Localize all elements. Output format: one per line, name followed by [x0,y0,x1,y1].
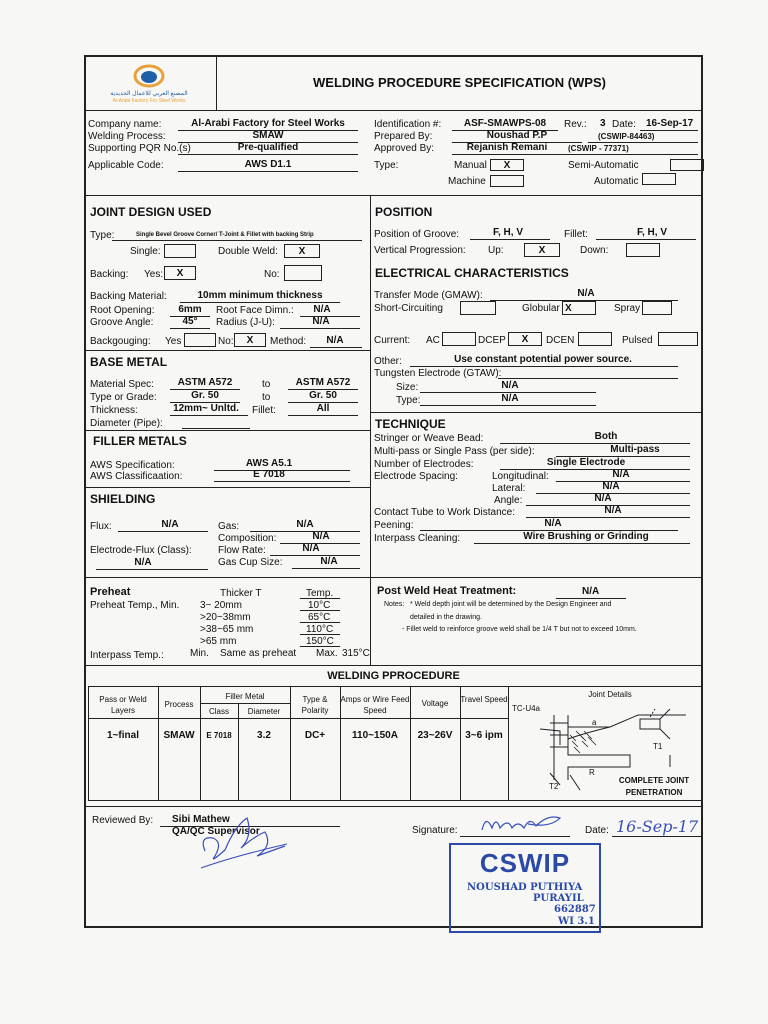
lateral-value: N/A [602,481,620,492]
tungsten-size-label: Size: [396,382,419,393]
technique-heading: TECHNIQUE [375,417,446,431]
backing-label: Backing: [90,269,129,280]
stamp-name-2: PURAYIL [533,893,584,904]
col-diameter: Diameter [247,707,281,716]
electrode-flux-value: N/A [134,557,152,568]
stamp-name-1: NOUSHAD PUTHIYA [467,882,583,893]
gas-cup-value: N/A [320,556,338,567]
fillet-label: Fillet: [252,405,276,416]
globular-checkbox[interactable]: X [562,301,596,315]
semi-auto-label: Semi-Automatic [568,160,639,171]
flow-rate-label: Flow Rate: [218,545,266,556]
flow-rate-value: N/A [302,543,320,554]
automatic-label: Automatic [594,176,639,187]
pwht-value: N/A [582,586,600,597]
tungsten-size-value: N/A [501,380,519,391]
notes-label: Notes: [384,601,405,608]
double-label: Double Weld: [218,246,278,257]
aws-spec-value: AWS A5.1 [245,458,293,469]
company-label: Company name: [88,119,162,130]
id-value: ASF-SMAWPS-08 [463,118,547,129]
grade-to: Gr. 50 [309,390,337,401]
other-value: Use constant potential power source. [454,354,632,365]
col-class: Class [208,707,229,716]
id-label: Identification #: [374,119,442,130]
ctwd-label: Contact Tube to Work Distance: [374,507,515,518]
base-metal-heading: BASE METAL [90,355,168,369]
method-value: N/A [326,335,344,346]
backing-material-value: 10mm minimum thickness [197,290,323,301]
approved-cert: (CSWIP - 77371) [568,144,629,153]
cell-layers: 1~final [107,730,139,741]
col-filler: Filler Metal [225,692,265,701]
down-checkbox[interactable] [626,243,660,257]
groove-position-value: F, H, V [492,227,523,238]
preheat-row-thick: >65 mm [200,636,237,647]
pqr-value: Pre-qualified [237,142,299,153]
cell-process: SMAW [163,730,195,741]
single-label: Single: [130,246,161,257]
transfer-mode-value: N/A [577,288,595,299]
multi-pass-value: Multi-pass [610,444,660,455]
cell-type: DC+ [304,730,326,741]
backgouging-yes-label: Yes [165,336,182,347]
reviewed-label: Reviewed By: [92,815,154,826]
note-1b: detailed in the drawing. [410,614,482,621]
procedure-heading: WELDING PPROCEDURE [327,670,460,682]
pwht-heading: Post Weld Heat Treatment: [377,585,517,597]
num-electrodes-value: Single Electrode [546,457,626,468]
col-joint: Joint Details [588,690,632,699]
down-label: Down: [580,245,609,256]
preheat-row-thick: 3~ 20mm [200,600,242,611]
backing-no-label: No: [264,269,280,280]
grade-label: Type or Grade: [90,392,157,403]
ctwd-value: N/A [604,505,622,516]
fillet-value: All [316,403,330,414]
backgouging-no-checkbox[interactable]: X [234,333,266,347]
material-spec-label: Material Spec: [90,379,154,390]
current-label: Current: [374,335,411,346]
code-label: Applicable Code: [88,160,164,171]
material-spec-from: ASTM A572 [177,377,233,388]
tungsten-type-value: N/A [501,393,519,404]
preheat-row-temp: 65°C [308,612,331,623]
groove-angle-value: 45° [182,316,198,327]
spray-checkbox[interactable] [642,301,672,315]
angle-value: N/A [594,493,612,504]
material-spec-to-label: to [262,379,271,390]
gas-value: N/A [296,519,314,530]
thickness-label: Thickness: [90,405,138,416]
ac-label: AC [426,335,440,346]
preheat-col-thick: Thicker T [220,588,262,599]
filler-heading: FILLER METALS [93,434,187,448]
root-face-value: N/A [313,304,331,315]
type-label: Type: [374,160,399,171]
approved-label: Approved By: [374,143,435,154]
interpass-max-label: Max. [316,648,338,659]
process-value: SMAW [252,130,284,141]
diameter-label: Diameter (Pipe): [90,418,163,429]
col-travel: Travel Speed [460,695,508,704]
interpass-cleaning-value: Wire Brushing or Grinding [523,531,649,542]
reviewer-signature [195,806,295,876]
col-layers: Pass or Weld Layers [99,695,147,715]
stringer-label: Stringer or Weave Bead: [374,433,484,444]
stamp-grade: WI 3.1 [558,916,595,927]
manual-checkbox[interactable]: X [490,159,524,171]
note-1: * Weld depth joint will be determined by the Design Engineer and [410,601,612,608]
preheat-heading: Preheat [90,586,131,598]
joint-type-value: Single Bevel Groove Corner/ T-Joint & Fillet with backing Strip [136,232,314,238]
spacing-label: Electrode Spacing: [374,471,458,482]
logo-arabic: المصنع العربي للاعمال الحديدية [110,91,188,97]
interpass-cleaning-label: Interpass Cleaning: [374,533,461,544]
backing-yes-label: Yes: [144,269,164,280]
preheat-col-temp: Temp. [306,588,334,599]
fillet-position-label: Fillet: [564,229,588,240]
cell-amps: 110~150A [352,730,398,741]
cell-diameter: 3.2 [257,730,271,741]
peening-value: N/A [544,518,562,529]
logo-english: Al-Arabi Factory For Steel Works [112,98,186,104]
peening-label: Peening: [374,520,414,531]
short-circuiting-label: Short-Circuiting [374,303,443,314]
pulsed-label: Pulsed [622,335,653,346]
aws-spec-label: AWS Specification: [90,460,175,471]
preheat-row-thick: >20~38mm [200,612,251,623]
dcen-label: DCEN [546,335,575,346]
joint-label-t1: T1 [653,742,663,751]
composition-value: N/A [312,531,330,542]
short-circuiting-checkbox[interactable] [460,301,496,315]
up-label: Up: [488,245,504,256]
interpass-temp-label: Interpass Temp.: [90,650,164,661]
interpass-max-value: 315°C [342,648,370,659]
prepared-label: Prepared By: [374,131,433,142]
root-opening-label: Root Opening: [90,305,155,316]
aws-class-label: AWS Classificaation: [90,471,183,482]
joint-label-r: R [589,768,595,777]
joint-type-label: Type: [90,230,115,241]
joint-code: TC-U4a [512,704,541,713]
rev-value: 3 [600,118,606,129]
dcep-label: DCEP [478,335,506,346]
backgouging-label: Backgouging: [90,336,151,347]
preheat-row-temp: 150°C [306,636,334,647]
joint-label-a: a [592,718,597,727]
backing-material-label: Backing Material: [90,291,167,302]
stamp-logo: CSWIP [479,848,571,878]
approved-value: Rejanish Remani [466,142,548,153]
date-label: Date: [612,119,636,130]
automatic-checkbox[interactable] [642,173,676,185]
grade-to-label: to [262,392,271,403]
stamp-number: 662887 [554,904,596,915]
col-process: Process [164,700,194,709]
other-label: Other: [374,356,402,367]
preheat-min-label: Preheat Temp., Min. [90,600,180,611]
gas-label: Gas: [218,521,240,532]
angle-label: Angle: [494,495,523,506]
spray-label: Spray [614,303,641,314]
process-label: Welding Process: [88,131,166,142]
electrode-flux-label: Electrode-Flux (Class): [90,545,192,556]
root-opening-value: 6mm [178,304,202,315]
shielding-heading: SHIELDING [90,492,156,506]
radius-value: N/A [312,316,330,327]
interpass-min-value: Same as preheat [220,648,297,659]
longitudinal-value: N/A [612,469,630,480]
backgouging-yes-checkbox[interactable] [184,333,216,347]
joint-label-t2: T2 [549,782,559,791]
col-type: Type & Polarity [301,695,329,715]
page-title: WELDING PROCEDURE SPECIFICATION (WPS) [313,75,606,90]
date-value: 16-Sep-17 [646,118,694,129]
machine-label: Machine [448,176,486,187]
dcen-checkbox[interactable] [578,332,612,346]
cjp-line-1: COMPLETE JOINT [618,776,690,785]
groove-position-label: Position of Groove: [374,229,460,240]
col-voltage: Voltage [421,699,449,708]
preheat-row-temp: 10°C [308,600,331,611]
flux-label: Flux: [90,521,112,532]
prepared-cert: (CSWIP-84463) [598,132,655,141]
grade-from: Gr. 50 [191,390,219,401]
electrical-heading: ELECTRICAL CHARACTERISTICS [375,266,569,280]
date-sign-label: Date: [585,825,609,836]
material-spec-to: ASTM A572 [295,377,351,388]
radius-label: Radius (J-U): [216,317,275,328]
lateral-label: Lateral: [492,483,526,494]
cswip-stamp [449,843,601,933]
interpass-min-label: Min. [190,648,209,659]
gas-cup-label: Gas Cup Size: [218,557,283,568]
position-heading: POSITION [375,205,433,219]
col-amps: Amps or Wire Feed Speed [340,695,410,715]
fillet-position-value: F, H, V [636,227,667,238]
cell-travel: 3~6 ipm [465,730,503,741]
ac-checkbox[interactable] [442,332,476,346]
flux-value: N/A [161,519,179,530]
company-logo [90,62,208,106]
multi-pass-label: Multi-pass or Single Pass (per side): [374,446,535,457]
machine-checkbox[interactable] [490,175,524,187]
reviewer-name: Sibi Mathew [172,814,230,825]
groove-angle-label: Groove Angle: [90,317,154,328]
backing-yes-checkbox[interactable]: X [164,266,196,280]
tungsten-label: Tungsten Electrode (GTAW): [374,368,502,379]
stringer-value: Both [594,431,618,442]
pulsed-checkbox[interactable] [658,332,698,346]
transfer-mode-label: Transfer Mode (GMAW): [374,290,483,301]
composition-label: Composition: [218,533,277,544]
dcep-checkbox[interactable]: X [508,332,542,346]
signature [478,808,568,840]
company-value: Al-Arabi Factory for Steel Works [191,118,345,129]
signature-label: Signature: [412,825,458,836]
method-label: Method: [270,336,307,347]
tungsten-type-label: Type: [396,395,421,406]
preheat-row-thick: >38~65 mm [200,624,254,635]
logo-icon [90,62,208,92]
single-checkbox[interactable] [164,244,196,258]
aws-class-value: E 7018 [253,469,285,480]
cell-voltage: 23~26V [417,730,453,741]
code-value: AWS D1.1 [244,159,292,170]
prepared-value: Noushad P.P [486,130,548,141]
rev-label: Rev.: [564,119,587,130]
backgouging-no-label: No: [218,336,234,347]
note-2: - Fillet weld to reinforce groove weld shall be 1/4 T but not to exceed 10mm. [402,626,637,633]
up-checkbox[interactable]: X [524,243,560,257]
cell-class: E 7018 [206,731,232,740]
vertical-progression-label: Vertical Progression: [374,245,466,256]
manual-label: Manual [454,160,487,171]
longitudinal-label: Longitudinal: [492,471,549,482]
joint-heading: JOINT DESIGN USED [90,205,212,219]
pqr-label: Supporting PQR No.(s) [88,143,191,154]
date-handwritten: 16-Sep-17 [616,817,699,836]
preheat-row-temp: 110°C [306,624,334,635]
backing-no-checkbox[interactable] [284,265,322,281]
num-electrodes-label: Number of Electrodes: [374,459,474,470]
cjp-line-2: PENETRATION [625,788,683,797]
reviewer-title: QA/QC Supervisor [172,826,260,837]
globular-label: Globular [522,303,560,314]
root-face-label: Root Face Dimn.: [216,305,294,316]
semi-auto-checkbox[interactable] [670,159,704,171]
double-checkbox[interactable]: X [284,244,320,258]
thickness-value: 12mm~ Unltd. [173,403,239,414]
